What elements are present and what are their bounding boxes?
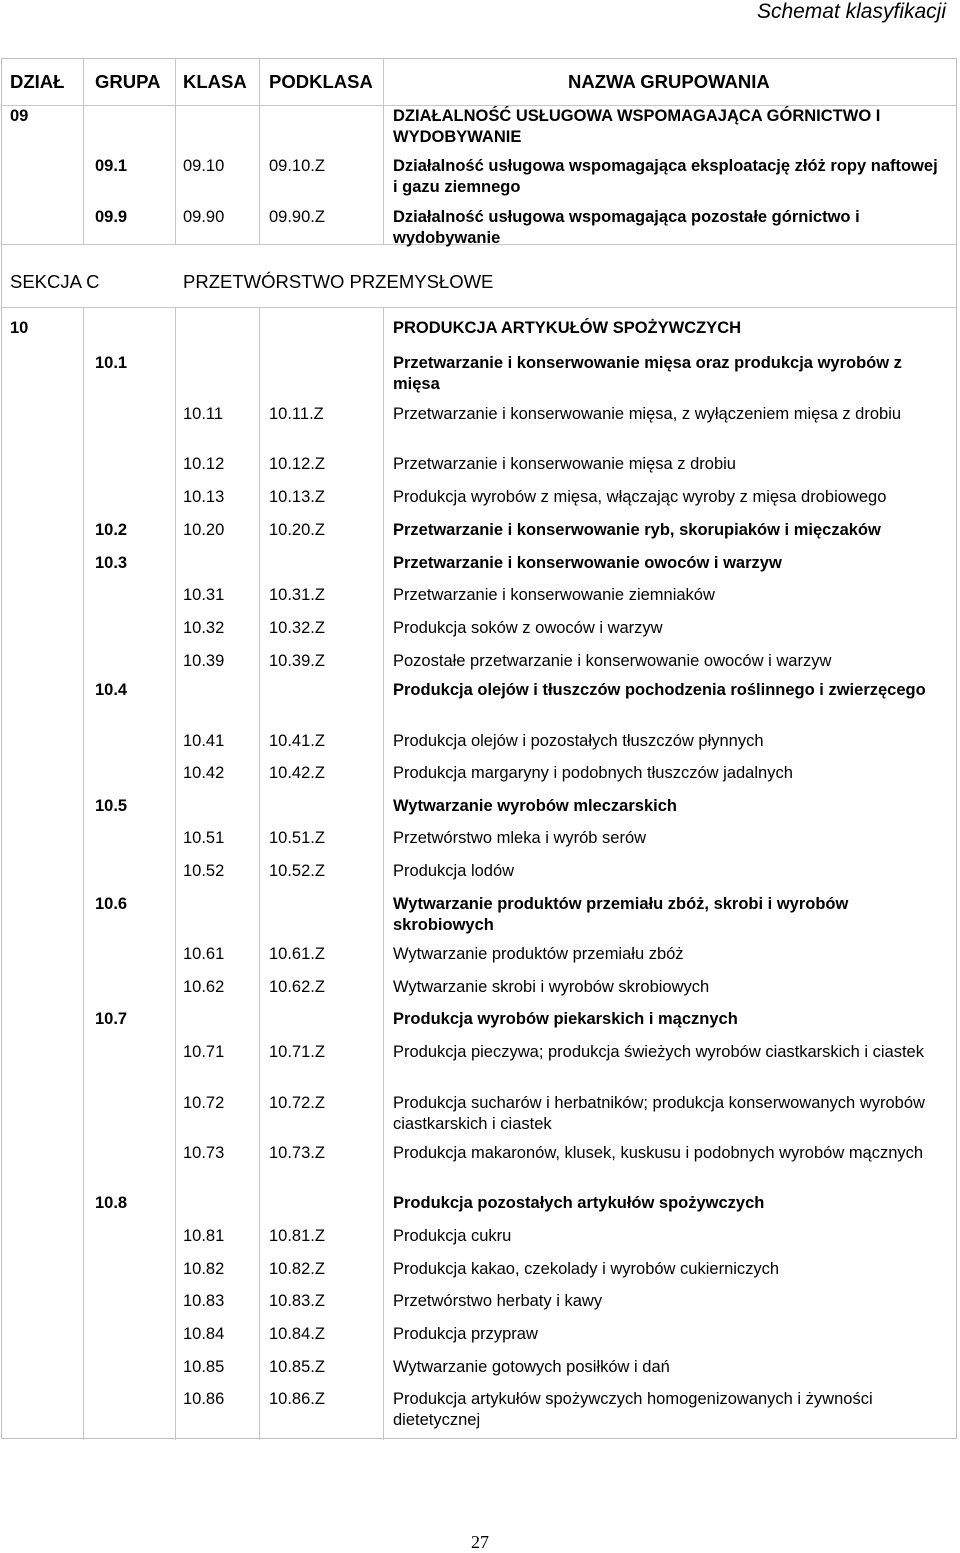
row-name: Przetwarzanie i konserwowanie owoców i warzyw: [393, 554, 782, 572]
section-label: SEKCJA C: [10, 271, 100, 292]
row-name: DZIAŁALNOŚĆ USŁUGOWA WSPOMAGAJĄCA GÓRNICTWO I WYDOBYWANIE: [393, 107, 881, 146]
row-podklasa: 10.32.Z: [269, 619, 325, 637]
row-name: Produkcja olejów i pozostałych tłuszczów płynnych: [393, 732, 764, 750]
col-divider: [83, 307, 84, 1440]
row-podklasa: 10.39.Z: [269, 652, 325, 670]
row-name: Produkcja kakao, czekolady i wyrobów cukierniczych: [393, 1260, 780, 1278]
row-klasa: 10.32: [183, 619, 225, 637]
row-podklasa: 10.13.Z: [269, 488, 325, 506]
row-name: Przetwórstwo mleka i wyrób serów: [393, 829, 647, 847]
col-divider: [383, 59, 384, 244]
row-klasa: 10.86: [183, 1390, 225, 1408]
row-klasa: 10.72: [183, 1094, 225, 1112]
col-header-podklasa: PODKLASA: [269, 71, 373, 92]
row-podklasa: 10.85.Z: [269, 1358, 325, 1376]
row-klasa: 10.61: [183, 945, 225, 963]
row-klasa: 10.62: [183, 978, 225, 996]
row-name: Wytwarzanie gotowych posiłków i dań: [393, 1358, 670, 1376]
row-name: Produkcja olejów i tłuszczów pochodzenia roślinnego i zwierzęcego: [393, 681, 926, 699]
row-klasa: 10.83: [183, 1292, 225, 1310]
col-header-dzial: DZIAŁ: [10, 71, 65, 92]
col-header-nazwa: NAZWA GRUPOWANIA: [568, 71, 770, 92]
row-grupa: 09.1: [95, 157, 128, 175]
row-grupa: 10.7: [95, 1010, 128, 1028]
row-name: Produkcja wyrobów piekarskich i mącznych: [393, 1010, 738, 1028]
section-name: PRZETWÓRSTWO PRZEMYSŁOWE: [183, 271, 494, 292]
col-header-grupa: GRUPA: [95, 71, 161, 92]
row-klasa: 09.90: [183, 208, 225, 226]
row-name: PRODUKCJA ARTYKUŁÓW SPOŻYWCZYCH: [393, 319, 742, 337]
row-klasa: 10.71: [183, 1043, 225, 1061]
row-grupa: 10.1: [95, 354, 128, 372]
row-podklasa: 10.20.Z: [269, 521, 325, 539]
row-podklasa: 10.82.Z: [269, 1260, 325, 1278]
row-klasa: 10.31: [183, 586, 225, 604]
row-name: Wytwarzanie produktów przemiału zbóż: [393, 945, 684, 963]
col-divider: [259, 59, 260, 244]
row-klasa: 09.10: [183, 157, 225, 175]
row-podklasa: 09.90.Z: [269, 208, 325, 226]
row-grupa: 10.4: [95, 681, 128, 699]
row-klasa: 10.20: [183, 521, 225, 539]
row-klasa: 10.11: [183, 405, 224, 423]
row-name: Produkcja margaryny i podobnych tłuszczów jadalnych: [393, 764, 793, 782]
row-name: Produkcja wyrobów z mięsa, włączając wyroby z mięsa drobiowego: [393, 488, 887, 506]
row-name: Przetwarzanie i konserwowanie ryb, skorupiaków i mięczaków: [393, 521, 881, 539]
row-podklasa: 10.12.Z: [269, 455, 325, 473]
row-klasa: 10.85: [183, 1358, 225, 1376]
row-grupa: 10.3: [95, 554, 128, 572]
col-divider: [175, 307, 176, 1440]
row-name: Produkcja cukru: [393, 1227, 512, 1245]
col-header-klasa: KLASA: [183, 71, 247, 92]
row-klasa: 10.39: [183, 652, 225, 670]
row-grupa: 10.6: [95, 895, 128, 913]
row-klasa: 10.13: [183, 488, 225, 506]
row-name: Przetwórstwo herbaty i kawy: [393, 1292, 603, 1310]
row-name: Produkcja artykułów spożywczych homogenizowanych i żywności dietetycznej: [393, 1390, 873, 1429]
col-divider: [383, 307, 384, 1440]
row-name: Przetwarzanie i konserwowanie mięsa, z wyłączeniem mięsa z drobiu: [393, 405, 902, 423]
row-podklasa: 10.71.Z: [269, 1043, 325, 1061]
row-name: Produkcja pieczywa; produkcja świeżych wyrobów ciastkarskich i ciastek: [393, 1043, 924, 1061]
row-podklasa: 10.51.Z: [269, 829, 325, 847]
row-klasa: 10.82: [183, 1260, 225, 1278]
row-podklasa: 10.41.Z: [269, 732, 325, 750]
row-podklasa: 10.11.Z: [269, 405, 324, 423]
row-name: Wytwarzanie wyrobów mleczarskich: [393, 797, 677, 815]
row-name: Wytwarzanie skrobi i wyrobów skrobiowych: [393, 978, 710, 996]
row-podklasa: 10.31.Z: [269, 586, 325, 604]
row-grupa: 10.8: [95, 1194, 128, 1212]
row-name: Produkcja pozostałych artykułów spożywczych: [393, 1194, 765, 1212]
row-grupa: 10.2: [95, 521, 128, 539]
row-klasa: 10.84: [183, 1325, 225, 1343]
row-klasa: 10.73: [183, 1144, 225, 1162]
page-header-title: Schemat klasyfikacji: [756, 0, 946, 23]
row-klasa: 10.12: [183, 455, 225, 473]
row-name: Działalność usługowa wspomagająca pozostałe górnictwo i wydobywanie: [393, 208, 860, 247]
row-name: Produkcja sucharów i herbatników; produkcja konserwowanych wyrobów ciastkarskich i ciastek: [393, 1094, 925, 1133]
row-name: Przetwarzanie i konserwowanie mięsa oraz produkcja wyrobów z mięsa: [393, 354, 902, 393]
row-dzial: 10: [10, 319, 29, 337]
row-podklasa: 10.52.Z: [269, 862, 325, 880]
row-dzial: 09: [10, 107, 29, 125]
row-klasa: 10.81: [183, 1227, 225, 1245]
row-klasa: 10.52: [183, 862, 225, 880]
section-divider: [2, 307, 956, 308]
row-podklasa: 10.84.Z: [269, 1325, 325, 1343]
row-podklasa: 10.86.Z: [269, 1390, 325, 1408]
row-podklasa: 10.62.Z: [269, 978, 325, 996]
row-name: Produkcja przypraw: [393, 1325, 538, 1343]
row-podklasa: 10.73.Z: [269, 1144, 325, 1162]
row-grupa: 10.5: [95, 797, 128, 815]
row-name: Przetwarzanie i konserwowanie ziemniaków: [393, 586, 715, 604]
row-podklasa: 10.83.Z: [269, 1292, 325, 1310]
col-divider: [175, 59, 176, 244]
row-name: Produkcja soków z owoców i warzyw: [393, 619, 663, 637]
row-podklasa: 10.42.Z: [269, 764, 325, 782]
row-grupa: 09.9: [95, 208, 128, 226]
row-name: Pozostałe przetwarzanie i konserwowanie owoców i warzyw: [393, 652, 832, 670]
row-klasa: 10.51: [183, 829, 225, 847]
row-klasa: 10.42: [183, 764, 225, 782]
row-podklasa: 10.72.Z: [269, 1094, 325, 1112]
col-divider: [83, 59, 84, 244]
row-name: Wytwarzanie produktów przemiału zbóż, skrobi i wyrobów skrobiowych: [393, 895, 849, 934]
row-name: Produkcja makaronów, klusek, kuskusu i podobnych wyrobów mącznych: [393, 1144, 924, 1162]
row-podklasa: 10.61.Z: [269, 945, 325, 963]
row-klasa: 10.41: [183, 732, 225, 750]
row-name: Przetwarzanie i konserwowanie mięsa z drobiu: [393, 455, 736, 473]
row-name: Działalność usługowa wspomagająca eksploatację złóż ropy naftowej i gazu ziemnego: [393, 157, 938, 196]
page-number: 27: [471, 1532, 489, 1552]
col-divider: [259, 307, 260, 1440]
row-podklasa: 10.81.Z: [269, 1227, 325, 1245]
row-name: Produkcja lodów: [393, 862, 515, 880]
row-podklasa: 09.10.Z: [269, 157, 325, 175]
